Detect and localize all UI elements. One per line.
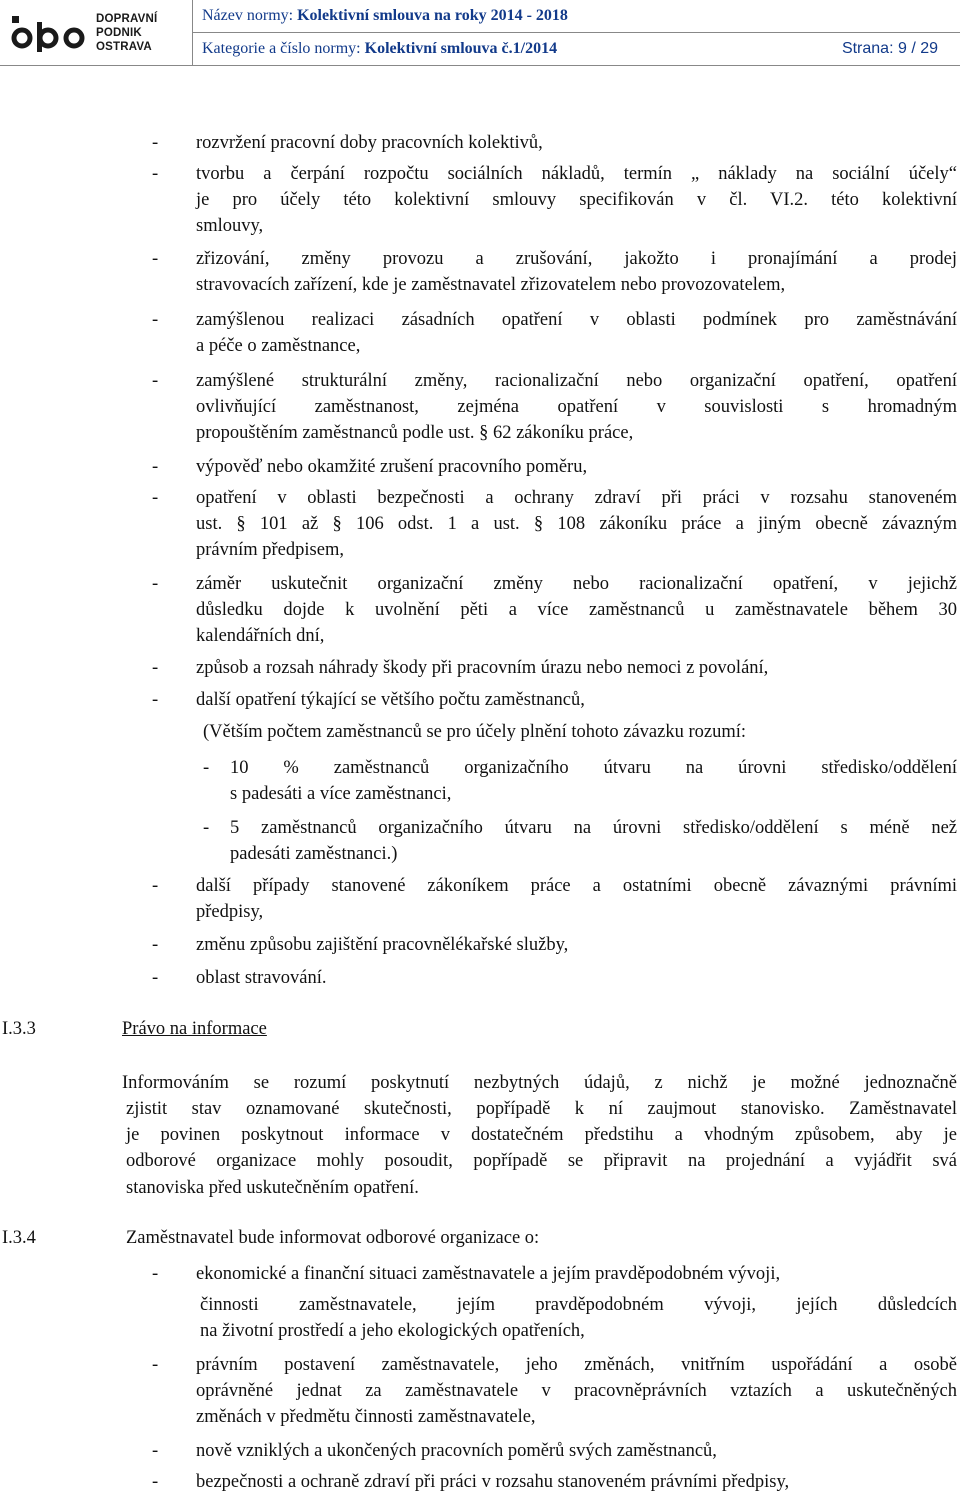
list-bullet-dash: - <box>203 818 210 838</box>
list-item: činnosti zaměstnavatele, jejím pravděpodobném vývoji, jejích důsledcích <box>200 1295 957 1315</box>
list-item: změnu způsobu zajištění pracovnělékařské služby, <box>196 935 569 955</box>
list-bullet-dash: - <box>152 876 159 896</box>
list-item: rozvržení pracovní doby pracovních kolektivů, <box>196 133 543 153</box>
list-bullet-dash: - <box>152 488 159 508</box>
list-item: oprávněné jednat za zaměstnavatele v pracovněprávních vztazích a uskutečněných <box>196 1381 957 1402</box>
paragraph-line: je povinen poskytnout informace v dostatečném předstihu a vhodným způsobem, aby je <box>126 1125 957 1145</box>
norm-category-label: Kategorie a číslo normy: <box>202 40 361 57</box>
paragraph-line: zjistit stav oznamované skutečnosti, popřípadě k ní zaujmout stanovisko. Zaměstnavatel <box>126 1099 957 1119</box>
norm-category-value: Kolektivní smlouva č.1/2014 <box>364 40 558 57</box>
note-item: 5 zaměstnanců organizačního útvaru na úrovni středisko/oddělení s méně než <box>230 818 957 838</box>
list-item: způsob a rozsah náhrady škody při pracovním úrazu nebo nemoci z povolání, <box>196 658 769 678</box>
list-item: záměr uskutečnit organizační změny nebo racionalizační opatření, v jejichž <box>196 574 957 594</box>
list-item: opatření v oblasti bezpečnosti a ochrany zdraví při práci v rozsahu stanoveném <box>196 488 957 508</box>
paragraph-line: stanoviska před uskutečněním opatření. <box>126 1178 419 1198</box>
list-bullet-dash: - <box>152 935 159 955</box>
logo-line: DOPRAVNÍ <box>96 13 158 25</box>
list-item: nově vzniklých a ukončených pracovních poměrů svých zaměstnanců, <box>196 1441 717 1461</box>
list-bullet-dash: - <box>152 658 159 678</box>
list-item: zamýšlenou realizaci zásadních opatření v oblasti podmínek pro zaměstnávání <box>196 310 957 330</box>
list-bullet-dash: - <box>152 133 159 153</box>
list-bullet-dash: - <box>152 1264 159 1284</box>
logo-line: OSTRAVA <box>96 41 152 53</box>
list-bullet-dash: - <box>152 310 159 330</box>
list-bullet-dash: - <box>152 690 159 710</box>
list-item: změnách v předmětu činnosti zaměstnavatele, <box>196 1407 536 1428</box>
list-item: další opatření týkající se většího počtu zaměstnanců, <box>196 690 585 710</box>
list-item: tvorbu a čerpání rozpočtu sociálních nákladů, termín „ náklady na sociální účely“ <box>196 164 957 184</box>
list-item: propouštěním zaměstnanců podle ust. § 62 zákoníku práce, <box>196 423 634 444</box>
list-bullet-dash: - <box>152 1472 159 1492</box>
list-bullet-dash: - <box>152 457 159 477</box>
note-item: padesáti zaměstnanci.) <box>230 844 398 865</box>
norm-name-row <box>193 0 960 33</box>
list-item: na životní prostředí a jeho ekologických opatřeních, <box>200 1321 585 1342</box>
list-bullet-dash: - <box>152 574 159 594</box>
document-header <box>0 0 960 66</box>
list-item: kalendářních dní, <box>196 626 325 647</box>
list-item: zřizování, změny provozu a zrušování, jakožto i pronajímání a prodej <box>196 249 957 269</box>
section-number: I.3.3 <box>2 1019 36 1039</box>
list-bullet-dash: - <box>203 758 210 778</box>
header-info <box>193 0 960 66</box>
list-item: předpisy, <box>196 902 264 923</box>
norm-name-label: Název normy: <box>202 7 294 24</box>
logo-cell <box>0 0 193 66</box>
note-item: 10 % zaměstnanců organizačního útvaru na úrovni středisko/oddělení <box>230 758 957 778</box>
list-item: je pro účely této kolektivní smlouvy specifikován v čl. VI.2. této kolektivní <box>196 190 957 211</box>
list-bullet-dash: - <box>152 371 159 391</box>
section-title: Právo na informace <box>122 1019 267 1039</box>
section-intro: Zaměstnavatel bude informovat odborové organizace o: <box>126 1228 540 1248</box>
list-item: další případy stanovené zákoníkem práce a ostatními obecně závaznými právními <box>196 876 957 896</box>
paragraph-line: Informováním se rozumí poskytnutí nezbytných údajů, z nichž je možné jednoznačně <box>122 1073 957 1093</box>
norm-name-value: Kolektivní smlouva na roky 2014 - 2018 <box>297 7 568 24</box>
list-bullet-dash: - <box>152 1355 159 1375</box>
list-item: důsledku dojde k uvolnění pěti a více zaměstnanců u zaměstnavatele během 30 <box>196 600 957 621</box>
norm-category-row <box>193 33 960 65</box>
list-item: zamýšlené strukturální změny, racionalizační nebo organizační opatření, opatření <box>196 371 957 391</box>
logo-line: PODNIK <box>96 27 142 39</box>
list-bullet-dash: - <box>152 249 159 269</box>
list-bullet-dash: - <box>152 1441 159 1461</box>
section-number: I.3.4 <box>2 1228 36 1248</box>
note-intro: (Větším počtem zaměstnanců se pro účely plnění tohoto závazku rozumí: <box>203 722 747 742</box>
list-item: a péče o zaměstnance, <box>196 336 361 357</box>
list-item: stravovacích zařízení, kde je zaměstnavatel zřizovatelem nebo provozovatelem, <box>196 275 786 296</box>
list-item: výpověď nebo okamžité zrušení pracovního poměru, <box>196 457 588 477</box>
paragraph-line: odborové organizace mohly posoudit, popřípadě se připravit na projednání a vyjádřit svá <box>126 1151 957 1171</box>
list-item: smlouvy, <box>196 216 264 237</box>
page-number: Strana: 9 / 29 <box>841 40 938 57</box>
list-item: právním postavení zaměstnavatele, jeho změnách, vnitřním uspořádání a osobě <box>196 1355 957 1375</box>
logo-text <box>96 12 188 54</box>
list-bullet-dash: - <box>152 968 159 988</box>
list-item: oblast stravování. <box>196 968 327 988</box>
note-item: s padesáti a více zaměstnanci, <box>230 784 452 805</box>
list-item: bezpečnosti a ochraně zdraví při práci v rozsahu stanoveném právními předpisy, <box>196 1472 790 1492</box>
company-logo-icon <box>10 14 90 54</box>
list-item: ekonomické a finanční situaci zaměstnavatele a jejím pravděpodobném vývoji, <box>196 1264 781 1284</box>
list-item: ovlivňující zaměstnanost, zejména opatření v souvislosti s hromadným <box>196 397 957 418</box>
list-bullet-dash: - <box>152 164 159 184</box>
list-item: právním předpisem, <box>196 540 344 561</box>
list-item: ust. § 101 až § 106 odst. 1 a ust. § 108 zákoníku práce a jiným obecně závazným <box>196 514 957 535</box>
